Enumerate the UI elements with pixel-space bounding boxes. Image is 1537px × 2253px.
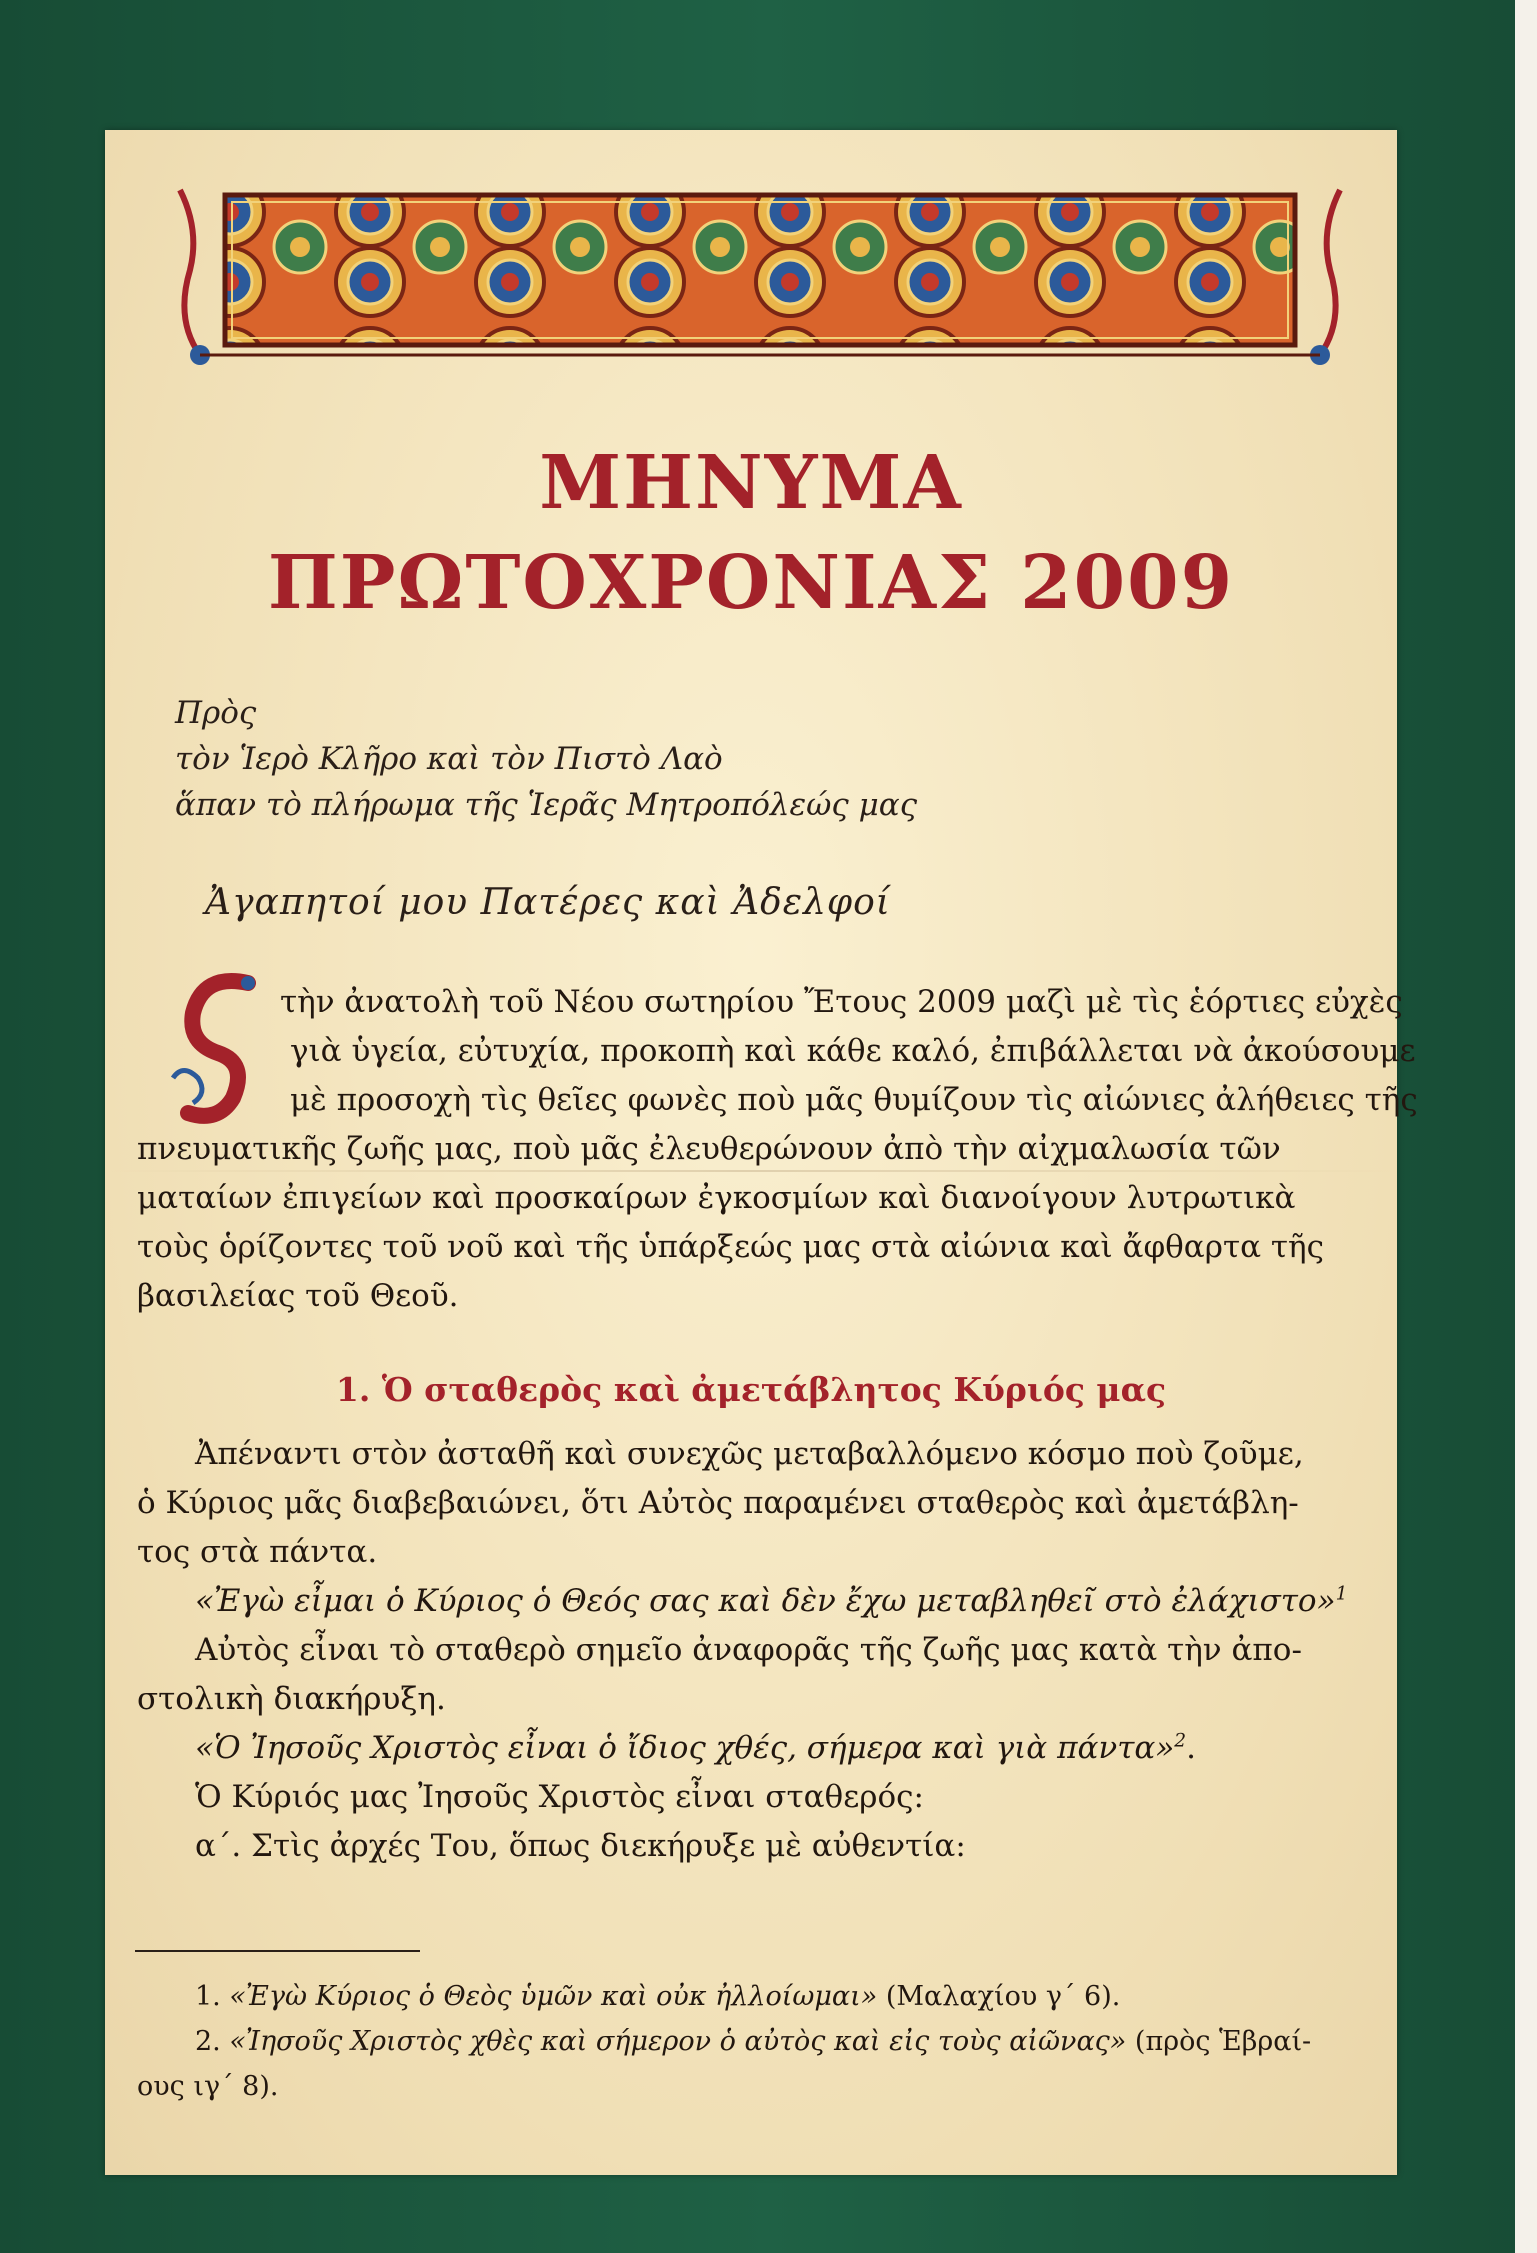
section-1-p1-line-2: ὁ Κύριος μᾶς διαβεβαιώνει, ὅτι Αὐτὸς παραμένει σταθερὸς καὶ ἀμετάβλη- <box>137 1485 1299 1521</box>
ornamental-header-band <box>160 170 1360 370</box>
addressee-block <box>175 690 1325 828</box>
drop-cap-letter: Σ <box>363 1168 364 1169</box>
footnote-1 <box>195 1975 1120 2019</box>
intro-line-7: βασιλείας τοῦ Θεοῦ. <box>137 1278 459 1314</box>
section-1-p3: Ὁ Κύριός μας Ἰησοῦς Χριστὸς εἶναι σταθερός: <box>195 1779 924 1815</box>
footnote-1-reference: (Μαλαχίου γ΄ 6). <box>885 1981 1121 2012</box>
section-1-p1-line-1: Ἀπέναντι στὸν ἀσταθῆ καὶ συνεχῶς μεταβαλλόμενο κόσμο ποὺ ζοῦμε, <box>195 1436 1304 1472</box>
document-page <box>105 130 1418 2175</box>
intro-line-4: πνευματικῆς ζωῆς μας, ποὺ μᾶς ἐλευθερώνουν ἀπὸ τὴν αἰχμαλωσία τῶν <box>137 1131 1281 1167</box>
footnote-2-continued: ους ιγ΄ 8). <box>137 2071 279 2102</box>
footnote-ref-1[interactable]: 1 <box>1335 1583 1348 1605</box>
section-1-heading: 1. Ὁ σταθερὸς καὶ ἀμετάβλητος Κύριός μας <box>335 1370 1167 1409</box>
footnote-2-quote: «Ἰησοῦς Χριστὸς χθὲς καὶ σήμερον ὁ αὐτὸς καὶ εἰς τοὺς αἰῶνας» <box>229 2026 1127 2057</box>
footnote-rule <box>135 1950 420 1952</box>
quote-2 <box>195 1724 1196 1773</box>
drop-cap <box>163 968 364 1169</box>
footnote-2-number: 2. <box>195 2026 221 2057</box>
title-line-2: ΠΡΩΤΟΧΡΟΝΙΑΣ 2009 <box>267 540 1235 626</box>
footnote-ref-2[interactable]: 2 <box>1174 1730 1187 1752</box>
section-1-p4: α΄. Στὶς ἀρχές Του, ὅπως διεκήρυξε μὲ αὐθεντία: <box>195 1828 966 1864</box>
intro-line-1: τὴν ἀνατολὴ τοῦ Νέου σωτηρίου Ἔτους 2009 μαζὶ μὲ τὶς ἑόρτιες εὐχὲς <box>280 984 1403 1020</box>
section-1-p2-line-1: Αὐτὸς εἶναι τὸ σταθερὸ σημεῖο ἀναφορᾶς τῆς ζωῆς μας κατὰ τὴν ἀπο- <box>195 1632 1302 1668</box>
footnote-1-quote: «Ἐγὼ Κύριος ὁ Θεὸς ὑμῶν καὶ οὐκ ἠλλοίωμαι» <box>229 1981 878 2012</box>
section-1-p1-line-3: τος στὰ πάντα. <box>137 1534 378 1570</box>
footnote-1-number: 1. <box>195 1981 221 2012</box>
intro-line-6: τοὺς ὁρίζοντες τοῦ νοῦ καὶ τῆς ὑπάρξεώς μας στὰ αἰώνια καὶ ἄφθαρτα τῆς <box>137 1229 1324 1265</box>
title-line-1: ΜΗΝΥΜΑ <box>539 440 963 526</box>
intro-line-2: γιὰ ὑγεία, εὐτυχία, προκοπὴ καὶ κάθε καλό, ἐπιβάλλεται νὰ ἀκούσουμε <box>290 1033 1416 1069</box>
footnote-2-reference: (πρὸς Ἑβραί- <box>1134 2026 1312 2057</box>
intro-line-3: μὲ προσοχὴ τὶς θεῖες φωνὲς ποὺ μᾶς θυμίζουν τὶς αἰώνιες ἀλήθειες τῆς <box>290 1082 1418 1118</box>
page-edge <box>1515 0 1537 2253</box>
intro-line-5: ματαίων ἐπιγείων καὶ προσκαίρων ἐγκοσμίων καὶ διανοίγουν λυτρωτικὰ <box>137 1180 1296 1216</box>
quote-1 <box>195 1577 1347 1626</box>
quote-1-text: «Ἐγὼ εἶμαι ὁ Κύριος ὁ Θεός σας καὶ δὲν ἔχω μεταβληθεῖ στὸ ἐλάχιστο» <box>195 1583 1336 1619</box>
quote-2-text: «Ὁ Ἰησοῦς Χριστὸς εἶναι ὁ ἴδιος χθές, σήμερα καὶ γιὰ πάντα» <box>195 1730 1175 1766</box>
addressee-line-3: ἅπαν τὸ πλήρωμα τῆς Ἱερᾶς Μητροπόλεώς μας <box>175 787 918 823</box>
addressee-line-1: Πρὸς <box>175 695 257 731</box>
section-1-p2-line-2: στολικὴ διακήρυξη. <box>137 1681 446 1717</box>
footnote-2 <box>195 2020 1311 2064</box>
addressee-line-2: τὸν Ἱερὸ Κλῆρο καὶ τὸν Πιστὸ Λαὸ <box>175 741 723 777</box>
greeting: Ἀγαπητοί μου Πατέρες καὶ Ἀδελφοί <box>205 882 891 923</box>
quote-2-end: . <box>1186 1730 1196 1766</box>
